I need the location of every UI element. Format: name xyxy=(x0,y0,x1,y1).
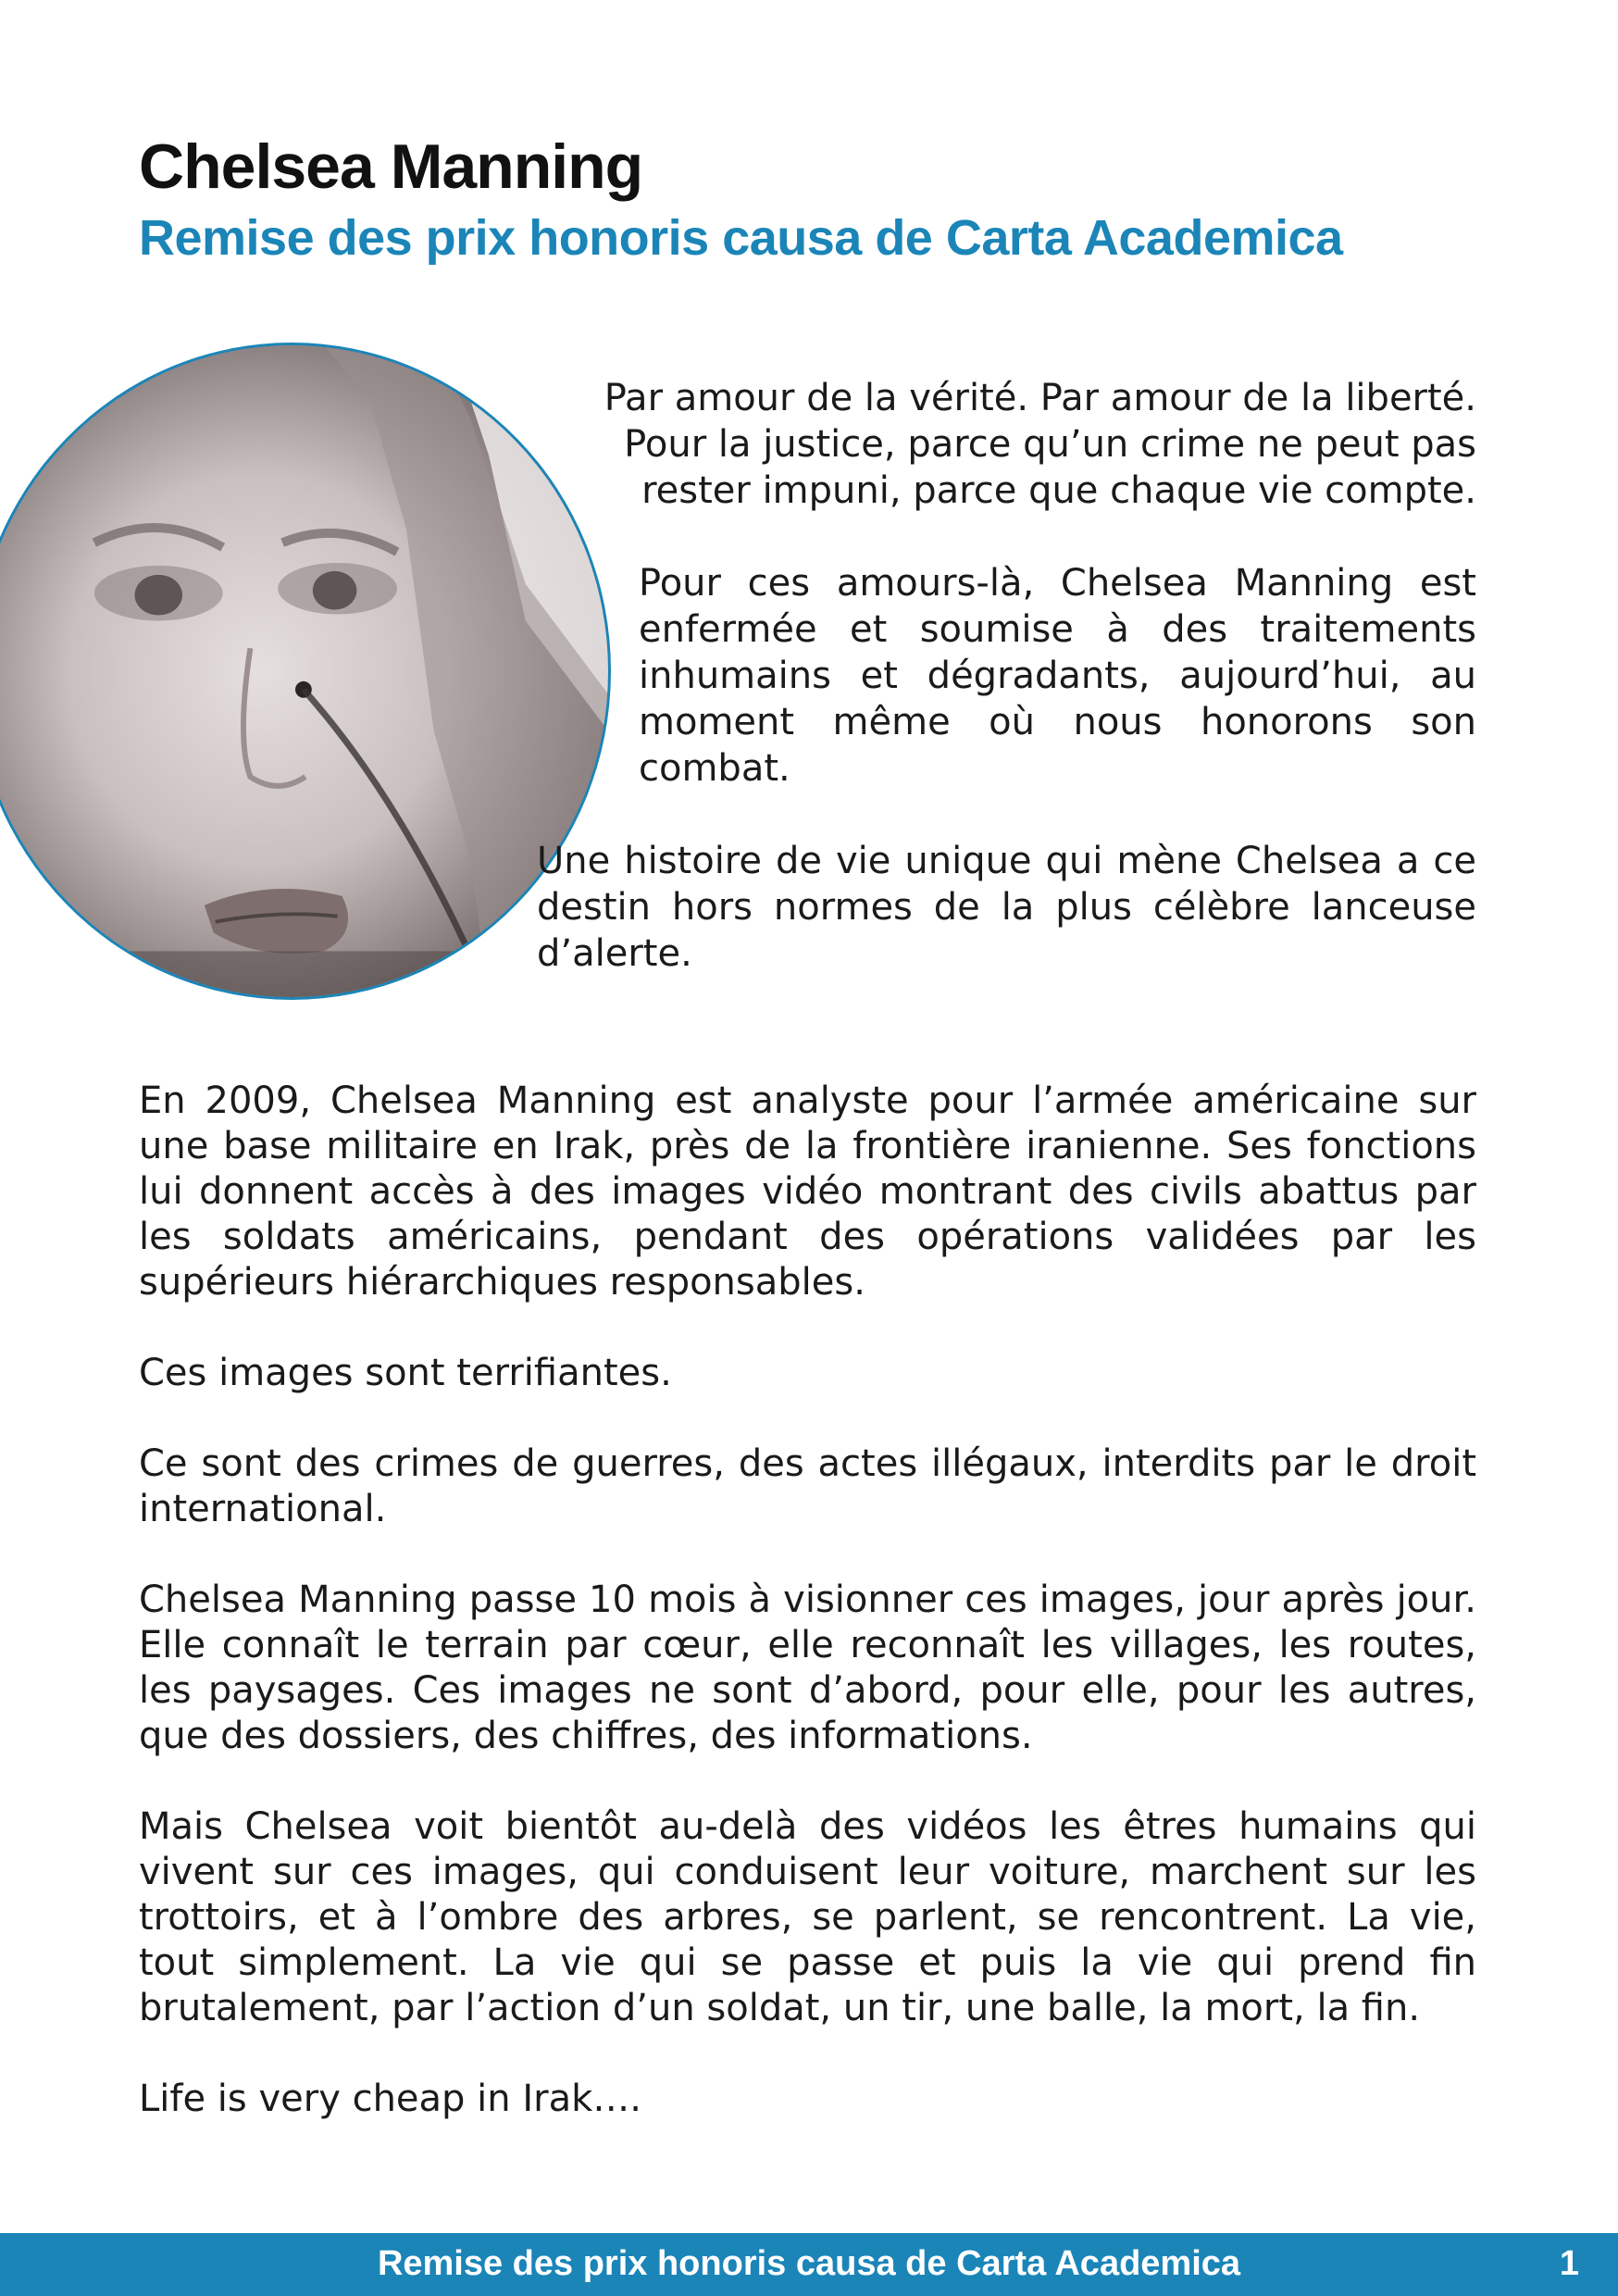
intro-paragraph: Par amour de la vérité. Par amour de la liberté. Pour la justice, parce qu’un crime ne peut pas rester impuni, parce que chaque vie compte. xyxy=(604,377,1476,512)
intro-paragraph: Pour ces amours-là, Chelsea Manning est enfermée et soumise à des traitements inhumains et dégradants, aujourd’hui, au moment même où nous honorons son combat. xyxy=(639,562,1476,790)
intro-paragraph: Une histoire de vie unique qui mène Chelsea a ce destin hors normes de la plus célèbre lanceuse d’alerte. xyxy=(537,840,1476,975)
portrait-illustration xyxy=(0,345,608,997)
footer-title: Remise des prix honoris causa de Carta Academica xyxy=(377,2244,1241,2283)
body-paragraph: En 2009, Chelsea Manning est analyste pour l’armée américaine sur une base militaire en Irak, près de la frontière iranienne. Ses fonctions lui donnent accès à des images vidéo montrant des civils abattus par les soldats américains, pendant des opérations validées par les supérieurs hiérarchiques responsables. xyxy=(139,1079,1476,1304)
intro-text xyxy=(518,375,1476,1023)
page-number: 1 xyxy=(1559,2244,1579,2283)
body-text xyxy=(139,1079,1476,2167)
body-paragraph: Mais Chelsea voit bientôt au-delà des vidéos les êtres humains qui vivent sur ces images, qui conduisent leur voiture, marchent sur les trottoirs, et à l’ombre des arbres, se parlent, se rencontrent. La vie, tout simplement. La vie qui se passe et puis la vie qui prend fin brutalement, par l’action d’un soldat, un tir, une balle, la mort, la fin. xyxy=(139,1805,1476,2029)
body-paragraph: Ce sont des crimes de guerres, des actes illégaux, interdits par le droit international. xyxy=(139,1442,1476,1530)
body-paragraph: Chelsea Manning passe 10 mois à visionner ces images, jour après jour. Elle connaît le terrain par cœur, elle reconnaît les villages, les routes, les paysages. Ces images ne sont d’abord, pour elle, pour les autres, que des dossiers, des chiffres, des informations. xyxy=(139,1578,1476,1757)
footer-bar xyxy=(0,2233,1618,2296)
body-paragraph: Ces images sont terrifiantes. xyxy=(139,1352,672,1394)
page-subtitle: Remise des prix honoris causa de Carta Academica xyxy=(139,210,1343,266)
page-title: Chelsea Manning xyxy=(139,131,643,202)
body-paragraph: Life is very cheap in Irak…. xyxy=(139,2078,641,2120)
